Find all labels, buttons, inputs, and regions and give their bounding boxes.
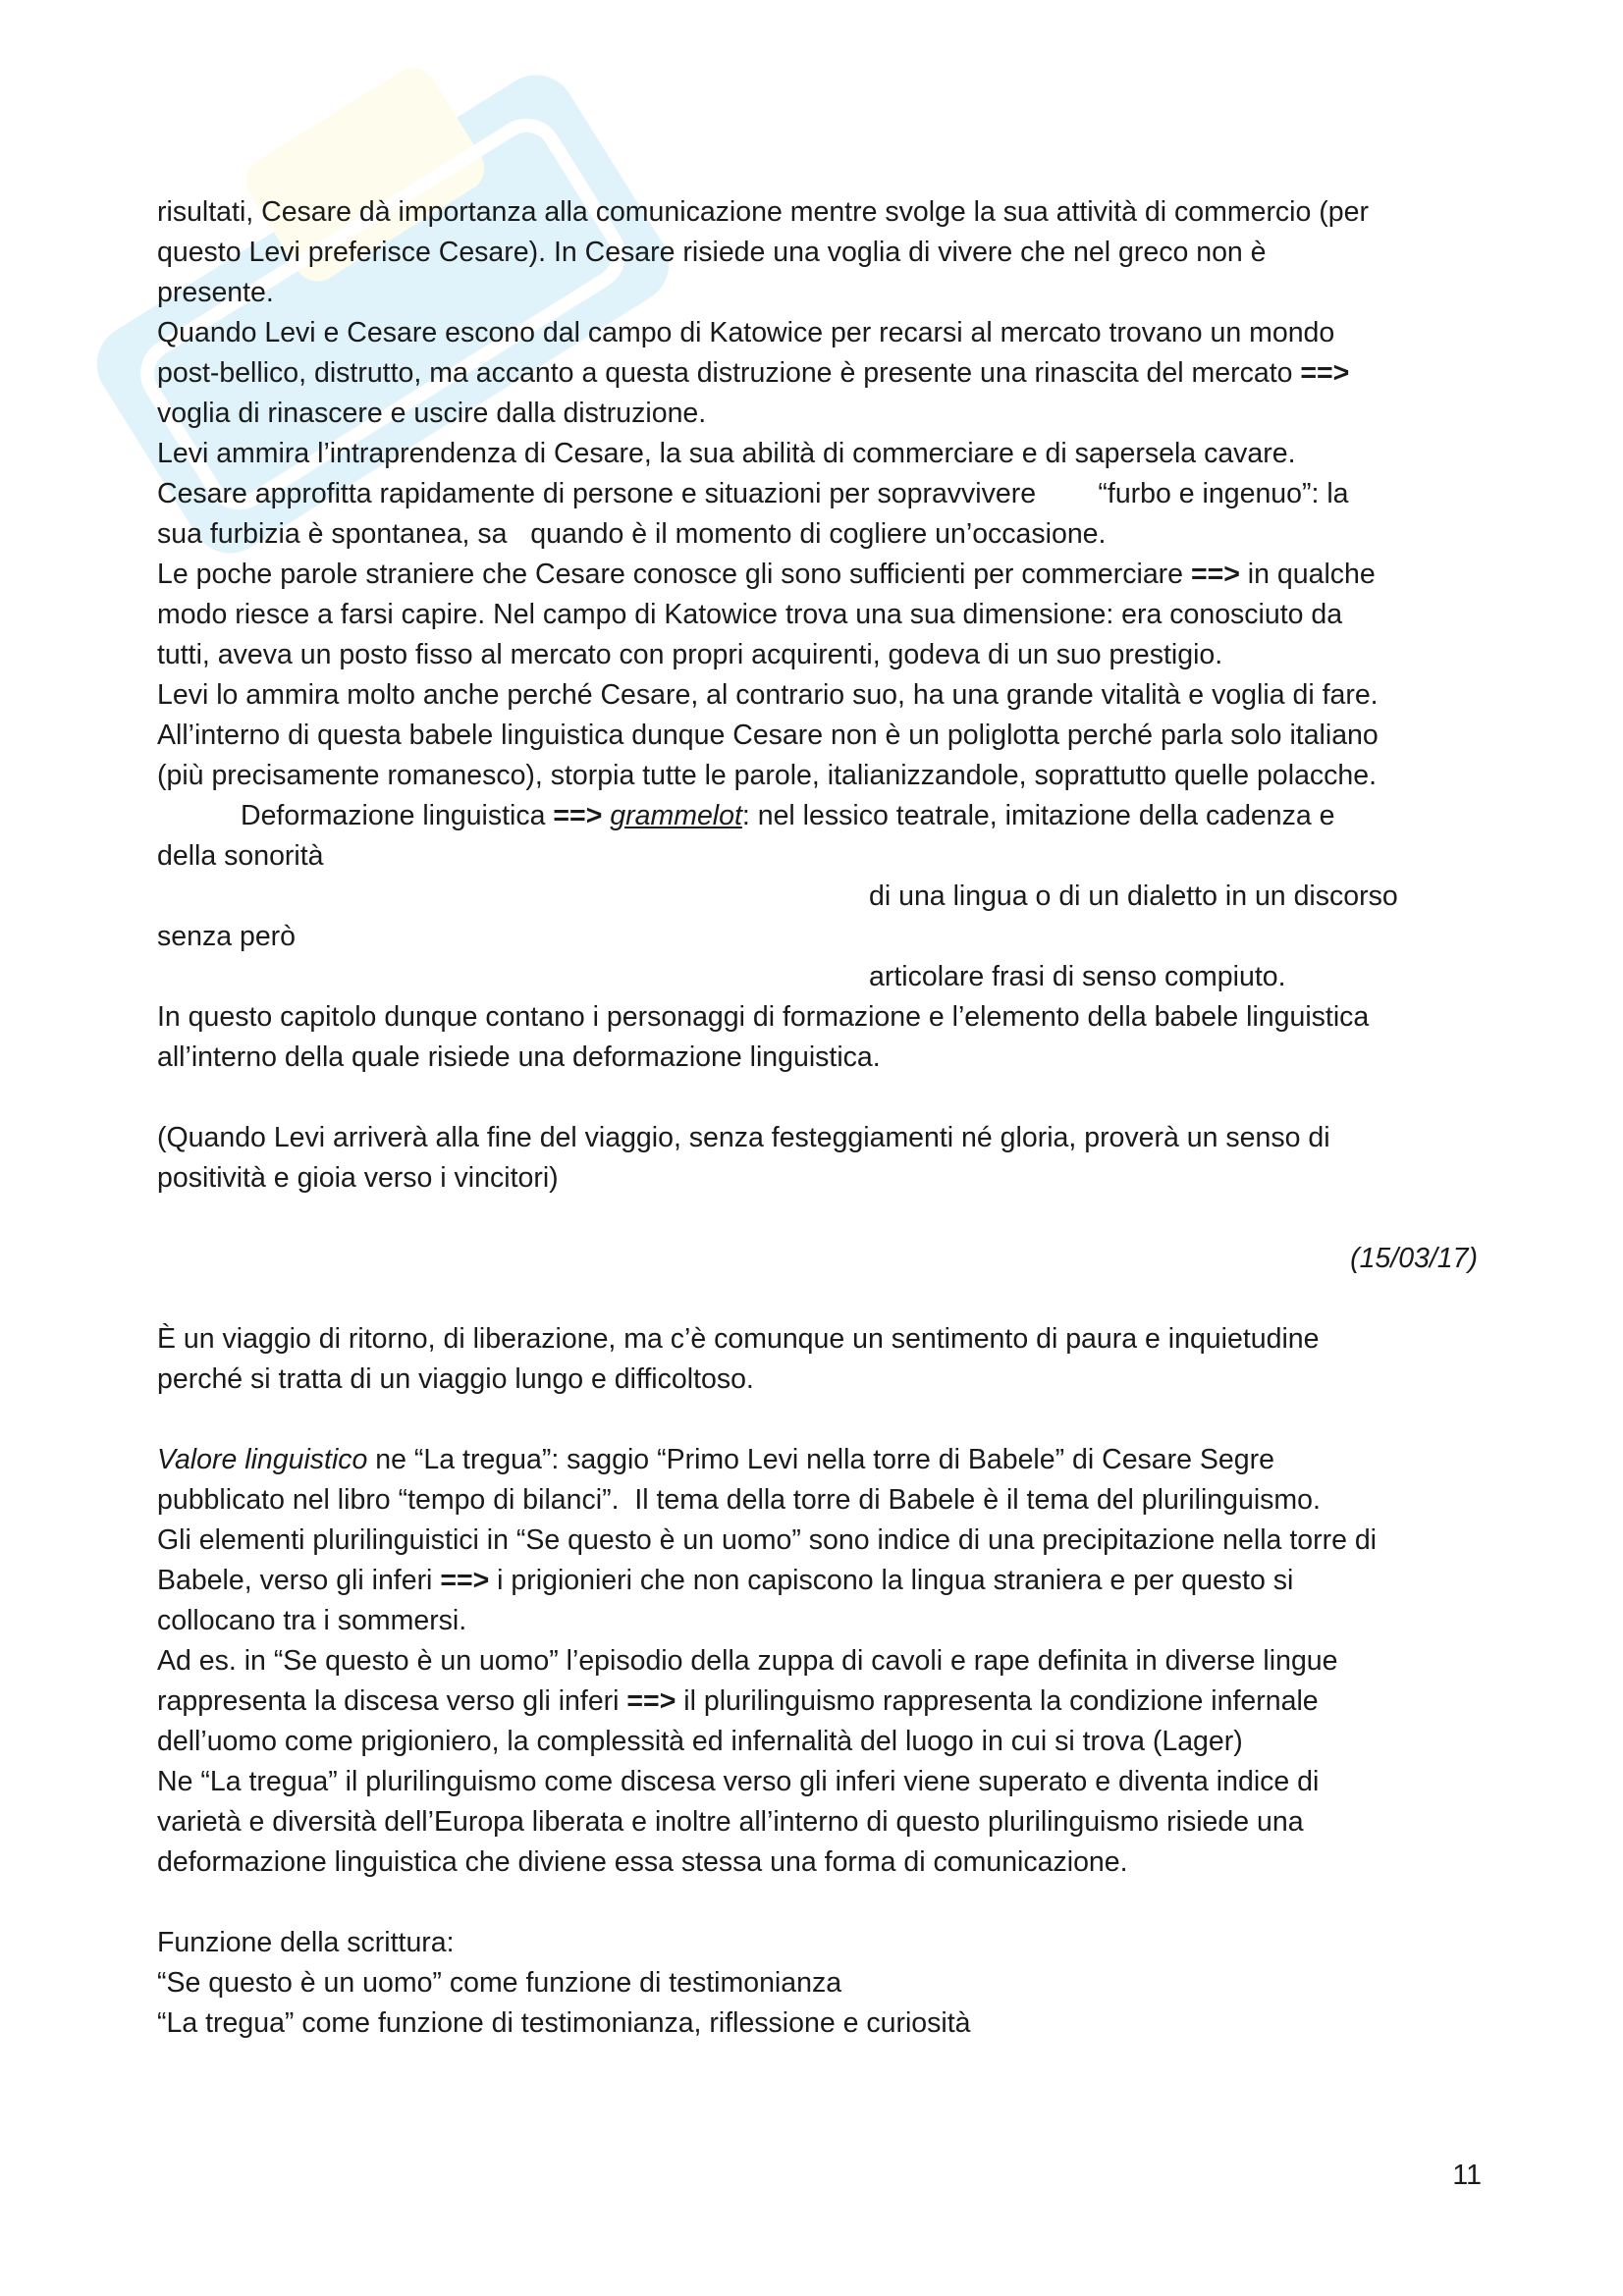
- text-span: il plurilinguismo rappresenta la condizione infernale: [676, 1685, 1319, 1717]
- text-span: rappresenta la discesa verso gli inferi: [157, 1685, 627, 1717]
- text-line: (più precisamente romanesco), storpia tutte le parole, italianizzandole, soprattutto quelle polacche.: [157, 760, 1378, 791]
- arrow-symbol: ==>: [1190, 559, 1240, 590]
- text-line: modo riesce a farsi capire. Nel campo di Katowice trova una sua dimensione: era conosciuto da: [157, 599, 1343, 630]
- text-line: presente.: [157, 277, 274, 308]
- text-line: Cesare approfitta rapidamente di persone e situazioni per sopravvivere “furbo e ingenuo”: la: [157, 478, 1349, 509]
- lecture-date: (15/03/17): [1350, 1243, 1478, 1274]
- text-line: Gli elementi plurilinguistici in “Se questo è un uomo” sono indice di una precipitazione nella torre di: [157, 1524, 1378, 1556]
- text-line: È un viaggio di ritorno, di liberazione, ma c’è comunque un sentimento di paura e inquietudine: [157, 1323, 1320, 1355]
- text-line: all’interno della quale risiede una deformazione linguistica.: [157, 1041, 881, 1073]
- arrow-symbol: ==>: [440, 1565, 490, 1596]
- text-line: [157, 353, 1478, 394]
- text-line: All’interno di questa babele linguistica dunque Cesare non è un poliglotta perché parla solo italiano: [157, 720, 1379, 751]
- text-line: dell’uomo come prigioniero, la complessità ed infernalità del luogo in cui si trova (Lager): [157, 1726, 1243, 1757]
- text-line: [157, 1561, 1478, 1601]
- text-line: Quando Levi e Cesare escono dal campo di Katowice per recarsi al mercato trovano un mondo: [157, 317, 1335, 348]
- text-line: (Quando Levi arriverà alla fine del viaggio, senza festeggiamenti né gloria, proverà un senso di: [157, 1122, 1330, 1153]
- paragraph-gap: [157, 1199, 1478, 1239]
- text-span: i prigionieri che non capiscono la lingua straniera e per questo si: [489, 1565, 1294, 1596]
- text-line: tutti, aveva un posto fisso al mercato con propri acquirenti, godeva di un suo prestigio.: [157, 639, 1223, 670]
- definition-line: [157, 796, 1478, 836]
- text-line: sua furbizia è spontanea, sa quando è il momento di cogliere un’occasione.: [157, 518, 1107, 550]
- text-line: articolare frasi di senso compiuto.: [869, 961, 1286, 992]
- text-line: Levi lo ammira molto anche perché Cesare, al contrario suo, ha una grande vitalità e voglia di fare.: [157, 679, 1379, 711]
- text-line: Ad es. in “Se questo è un uomo” l’episodio della zuppa di cavoli e rape definita in diverse lingue: [157, 1645, 1338, 1677]
- paragraph-gap: [157, 1883, 1478, 1923]
- text-line: [157, 555, 1478, 595]
- text-span: Le poche parole straniere che Cesare conosce gli sono sufficienti per commerciare: [157, 559, 1191, 590]
- arrow-symbol: ==>: [553, 800, 603, 831]
- text-line: “Se questo è un uomo” come funzione di testimonianza: [157, 1967, 842, 1999]
- paragraph-gap: [157, 1078, 1478, 1118]
- text-line: di una lingua o di un dialetto in un discorso: [869, 881, 1398, 912]
- text-line: Levi ammira l’intraprendenza di Cesare, la sua abilità di commerciare e di sapersela cavare.: [157, 438, 1296, 469]
- text-line: Ne “La tregua” il plurilinguismo come discesa verso gli inferi viene superato e diventa indice di: [157, 1766, 1320, 1797]
- text-span: in qualche: [1239, 559, 1376, 590]
- text-line: deformazione linguistica che diviene essa stessa una forma di comunicazione.: [157, 1846, 1128, 1878]
- text-line: pubblicato nel libro “tempo di bilanci”. Il tema della torre di Babele è il tema del plurilinguismo.: [157, 1484, 1321, 1516]
- text-line: [157, 1440, 1478, 1480]
- text-line: della sonorità: [157, 840, 324, 872]
- text-span: Babele, verso gli inferi: [157, 1565, 441, 1596]
- text-span: post-bellico, distrutto, ma accanto a questa distruzione è presente una rinascita del mercato: [157, 357, 1301, 389]
- text-line: perché si tratta di un viaggio lungo e difficoltoso.: [157, 1363, 754, 1395]
- page-number: 11: [1452, 2160, 1482, 2191]
- text-line: senza però: [157, 921, 297, 952]
- arrow-symbol: ==>: [1300, 357, 1350, 389]
- italic-phrase: Valore linguistico: [157, 1444, 368, 1475]
- text-line: [157, 1682, 1478, 1722]
- text-line: positività e gioia verso i vincitori): [157, 1162, 559, 1194]
- paragraph-gap: [157, 1279, 1478, 1319]
- text-line: In questo capitolo dunque contano i personaggi di formazione e l’elemento della babele linguistica: [157, 1001, 1370, 1033]
- text-line: varietà e diversità dell’Europa liberata e inoltre all’interno di questo plurilinguismo risiede una: [157, 1806, 1304, 1838]
- arrow-symbol: ==>: [626, 1685, 676, 1717]
- text-span: Deformazione linguistica: [241, 800, 554, 831]
- text-line: voglia di rinascere e uscire dalla distruzione.: [157, 398, 707, 429]
- term-grammelot: grammelot: [610, 800, 742, 831]
- document-body: [157, 192, 1478, 2044]
- text-line: risultati, Cesare dà importanza alla comunicazione mentre svolge la sua attività di commercio (per: [157, 196, 1369, 228]
- text-line: Funzione della scrittura:: [157, 1927, 455, 1958]
- text-span: ne “La tregua”: saggio “Primo Levi nella torre di Babele” di Cesare Segre: [367, 1444, 1274, 1475]
- text-line: questo Levi preferisce Cesare). In Cesare risiede una voglia di vivere che nel greco non è: [157, 237, 1267, 268]
- text-line: collocano tra i sommersi.: [157, 1605, 467, 1636]
- text-span: : nel lessico teatrale, imitazione della cadenza e: [741, 800, 1335, 831]
- paragraph-gap: [157, 1400, 1478, 1440]
- text-line: “La tregua” come funzione di testimonianza, riflessione e curiosità: [157, 2007, 971, 2039]
